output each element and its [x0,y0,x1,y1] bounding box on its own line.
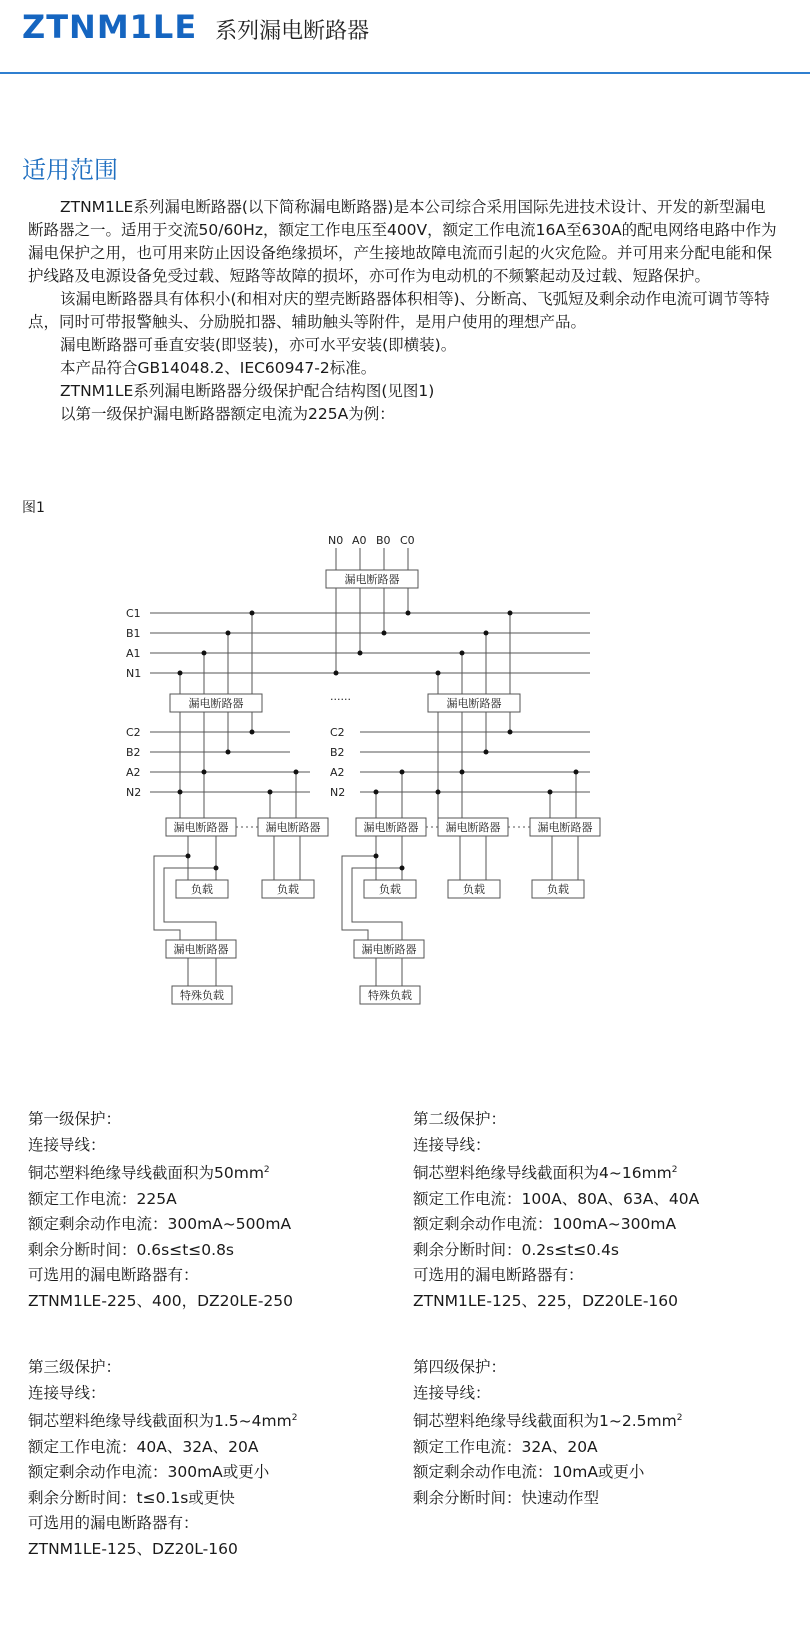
header-divider [0,72,810,74]
load-label: 负载 [379,883,401,896]
series-title: 系列漏电断路器 [215,19,370,44]
breaker-label-l2: 漏电断路器 [188,697,244,710]
breaker-label-l4: 漏电断路器 [361,943,417,956]
wire-spec: 铜芯塑料绝缘导线截面积为$50mm^2$ [28,1164,270,1183]
rated-current: 额定工作电流：40A、32A、20A [28,1437,259,1456]
top-line-label: B0 [376,534,391,547]
level-title: 第二级保护： [413,1110,507,1128]
special-load-label: 特殊负载 [180,989,224,1002]
bus2-left-label: A2 [126,766,141,779]
bus1-label: A1 [126,647,141,660]
intro-paragraph: 本产品符合GB14048.2、IEC60947-2标准。 [60,359,377,377]
load-label: 负载 [547,883,569,896]
bus2-right-label: A2 [330,766,345,779]
bus1-label: B1 [126,627,141,640]
rated-current: 额定工作电流：100A、80A、63A、40A [413,1189,700,1208]
breaker-label-l3: 漏电断路器 [537,821,593,834]
options-label: 可选用的漏电断路器有： [28,1514,199,1533]
top-line-label: A0 [352,534,367,547]
top-line-label: N0 [328,534,344,547]
break-time: 剩余分断时间：0.6s≤t≤0.8s [28,1240,235,1259]
residual-current: 额定剩余动作电流：300mA~500mA [28,1215,292,1234]
rated-current: 额定工作电流：225A [28,1189,177,1208]
breaker-label-l3: 漏电断路器 [363,821,419,834]
wire-spec: 铜芯塑料绝缘导线截面积为$1\sim 2.5mm^2$ [413,1412,683,1431]
intro-paragraph: 漏电断路器可垂直安装(即竖装)，亦可水平安装(即横装)。 [60,336,457,354]
protection-level-1 [28,1107,388,1314]
load-label: 负载 [463,883,485,896]
intro-paragraph: 该漏电断路器具有体积小(和相对庆的塑壳断路器体积相等)、分断高、飞弧短及剩余动作电流可调节等特点，同时可带报警触头、分励脱扣器、辅助触头等附件，是用户使用的理想产品。 [28,290,770,331]
intro-paragraph: ZTNM1LE系列漏电断路器(以下简称漏电断路器)是本公司综合采用国际先进技术设计、开发的新型漏电断路器之一。适用于交流50/60Hz，额定工作电压至400V，额定工作电流16A至630A的配电网络电路中作为漏电保护之用，也可用来防止因设备绝缘损坏，产生接地故障电流而引起的火灾危险。并可用来分配电能和保护线路及电源设备免受过载、短路等故障的损坏，亦可作为电动机的不频繁起动及过载、短路保护。 [28,198,777,285]
bus2-right-label: B2 [330,746,345,759]
residual-current: 额定剩余动作电流：10mA或更小 [413,1463,645,1482]
figure-label: 图1 [22,500,45,516]
brand-title: ZTNM1LE [22,8,198,46]
bus2-left-label: N2 [126,786,142,799]
wire-spec: 铜芯塑料绝缘导线截面积为$4\sim 16mm^2$ [413,1164,678,1183]
wire-label: 连接导线： [413,1135,491,1154]
bus2-right-label: C2 [330,726,345,739]
breaker-label-l3: 漏电断路器 [445,821,501,834]
special-load-label: 特殊负载 [368,989,412,1002]
residual-current: 额定剩余动作电流：300mA或更小 [28,1463,270,1482]
break-time: 剩余分断时间：快速动作型 [413,1488,600,1507]
bus2-right-label: N2 [330,786,346,799]
break-time: 剩余分断时间：0.2s≤t≤0.4s [413,1240,620,1259]
wire-label: 连接导线： [28,1135,106,1154]
load-label: 负载 [277,883,299,896]
protection-level-4 [413,1355,773,1511]
options-list: ZTNM1LE-125、225，DZ20LE-160 [413,1291,678,1310]
break-time: 剩余分断时间：t≤0.1s或更快 [28,1488,235,1507]
wire-label: 连接导线： [413,1383,491,1402]
protection-level-2 [413,1107,773,1314]
options-list: ZTNM1LE-225、400，DZ20LE-250 [28,1291,293,1310]
options-label: 可选用的漏电断路器有： [413,1266,584,1285]
wire-spec: 铜芯塑料绝缘导线截面积为$1.5\sim 4mm^2$ [28,1412,298,1431]
level-title: 第一级保护： [28,1110,122,1128]
rated-current: 额定工作电流：32A、20A [413,1437,598,1456]
top-line-label: C0 [400,534,415,547]
ellipsis: ...... [330,690,351,703]
load-label: 负载 [191,883,213,896]
protection-level-3 [28,1355,388,1562]
breaker-label-l3: 漏电断路器 [265,821,321,834]
level-title: 第四级保护： [413,1358,507,1376]
bus2-left-label: C2 [126,726,141,739]
wiring-diagram [120,530,610,1030]
breaker-label-main: 漏电断路器 [344,573,400,586]
breaker-label-l3: 漏电断路器 [173,821,229,834]
residual-current: 额定剩余动作电流：100mA~300mA [413,1215,677,1234]
bus1-label: N1 [126,667,142,680]
wire-label: 连接导线： [28,1383,106,1402]
intro-paragraph: 以第一级保护漏电断路器额定电流为225A为例： [60,405,395,423]
section-title: 适用范围 [22,156,118,184]
breaker-label-l4: 漏电断路器 [173,943,229,956]
options-list: ZTNM1LE-125、DZ20L-160 [28,1539,238,1558]
breaker-label-l2: 漏电断路器 [446,697,502,710]
intro-paragraph: ZTNM1LE系列漏电断路器分级保护配合结构图(见图1) [60,382,435,400]
level-title: 第三级保护： [28,1358,122,1376]
bus2-left-label: B2 [126,746,141,759]
bus1-label: C1 [126,607,141,620]
intro-text [28,196,778,426]
page-header [22,8,369,48]
options-label: 可选用的漏电断路器有： [28,1266,199,1285]
